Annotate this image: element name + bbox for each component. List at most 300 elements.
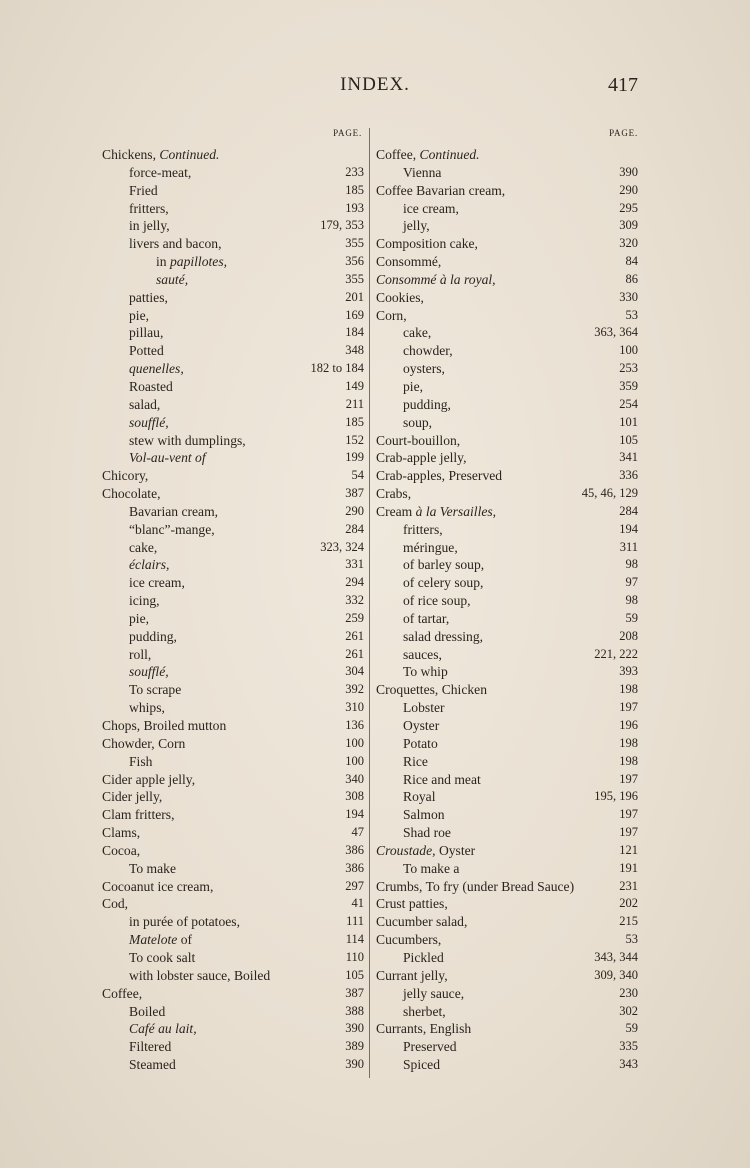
entry-term: méringue, — [403, 539, 458, 555]
entry-term: chowder, — [403, 343, 453, 359]
entry-term: jelly, — [403, 218, 430, 234]
entry-page-number: 110 — [345, 949, 364, 964]
entry-term: Boiled — [129, 1003, 166, 1019]
entry-text — [129, 539, 157, 557]
entry-page-number: 388 — [345, 1003, 364, 1018]
entry-page-number: 355 — [345, 236, 364, 251]
entry-text — [403, 699, 445, 717]
index-entry — [376, 1003, 638, 1021]
entry-text — [403, 1038, 457, 1056]
entry-term: patties, — [129, 289, 168, 305]
index-entry — [376, 878, 638, 896]
entry-term: Salmon — [403, 807, 445, 823]
entry-term: Filtered — [129, 1039, 172, 1055]
index-entry — [376, 396, 638, 414]
entry-text — [376, 931, 441, 949]
entry-page-number: 185 — [345, 414, 364, 429]
entry-text — [129, 949, 195, 967]
index-entry — [102, 788, 364, 806]
entry-page-number: 336 — [619, 468, 638, 483]
entry-term: Steamed — [129, 1057, 176, 1073]
index-entry — [102, 610, 364, 628]
index-entry — [376, 485, 638, 503]
index-entry — [376, 146, 638, 164]
index-entry — [376, 860, 638, 878]
entry-text — [102, 146, 219, 164]
entry-page-number: 387 — [345, 486, 364, 501]
entry-page-number: 253 — [619, 361, 638, 376]
index-entry — [376, 592, 638, 610]
entry-page-number: 302 — [619, 1003, 638, 1018]
entry-term: ice cream, — [129, 575, 185, 591]
entry-text — [129, 1038, 171, 1056]
entry-term: cake, — [403, 325, 432, 341]
index-entry — [102, 878, 364, 896]
entry-term-italic: Continued. — [159, 147, 220, 162]
entry-page-number: 202 — [619, 896, 638, 911]
entry-page-number: 309, 340 — [594, 967, 638, 982]
entry-term: stew with dumplings, — [129, 432, 246, 448]
entry-page-number: 343, 344 — [594, 949, 638, 964]
entry-term: pillau, — [129, 325, 164, 341]
entry-text — [376, 681, 487, 699]
entry-page-number: 290 — [619, 182, 638, 197]
entry-text — [376, 895, 448, 913]
entry-text — [129, 289, 168, 307]
entry-term: Court-bouillon, — [376, 432, 461, 448]
entry-page-number: 323, 324 — [320, 539, 364, 554]
entry-text — [403, 342, 453, 360]
entry-text — [129, 628, 177, 646]
entry-page-number: 386 — [345, 842, 364, 857]
index-entry — [376, 895, 638, 913]
entry-text — [129, 1056, 176, 1074]
index-entry — [102, 717, 364, 735]
entry-text — [102, 771, 195, 789]
entry-page-number: 295 — [619, 200, 638, 215]
entry-page-number: 136 — [345, 718, 364, 732]
entry-page-number: 101 — [619, 414, 638, 429]
column-divider — [369, 128, 370, 1078]
index-entry — [102, 663, 364, 681]
entry-text — [403, 539, 458, 557]
entry-page-number: 261 — [345, 628, 364, 643]
entry-page-number: 84 — [625, 254, 638, 269]
entry-text — [129, 860, 176, 878]
entry-page-number: 195, 196 — [594, 789, 638, 804]
entry-text — [376, 449, 466, 467]
entry-term: Oyster — [403, 718, 440, 733]
entry-page-number: 359 — [619, 378, 638, 393]
entry-term: sherbet, — [403, 1003, 446, 1019]
index-entry — [376, 628, 638, 646]
entry-term: force-meat, — [129, 164, 192, 180]
entry-page-number: 331 — [345, 557, 364, 572]
index-entry — [376, 342, 638, 360]
index-entry — [376, 235, 638, 253]
entry-term: Consommé, — [376, 254, 442, 270]
entry-page-number: 387 — [345, 985, 364, 1000]
index-entry — [102, 253, 364, 271]
index-entry — [102, 967, 364, 985]
entry-page-number: 182 to 184 — [310, 361, 364, 376]
entry-term: Preserved — [403, 1039, 457, 1055]
entry-page-number: 197 — [619, 807, 638, 822]
index-entry — [102, 217, 364, 235]
index-entry — [376, 985, 638, 1003]
entry-text — [403, 610, 449, 628]
index-entry — [102, 681, 364, 699]
entry-text — [129, 217, 170, 235]
entry-page-number: 197 — [619, 825, 638, 840]
entry-term: sauces, — [403, 646, 442, 662]
entry-term: Chicory, — [102, 468, 149, 484]
entry-page-number: 194 — [619, 521, 638, 536]
entry-text — [129, 235, 221, 253]
entry-page-number: 198 — [619, 753, 638, 768]
entry-page-number: 45, 46, 129 — [581, 486, 638, 501]
index-entry — [376, 556, 638, 574]
entry-term: roll, — [129, 646, 152, 662]
entry-text — [403, 360, 445, 378]
entry-page-number: 392 — [345, 682, 364, 697]
index-entry — [376, 967, 638, 985]
entry-text — [376, 235, 478, 253]
index-entry — [102, 699, 364, 717]
entry-term: Rice — [403, 753, 428, 769]
entry-text — [129, 503, 218, 521]
entry-text — [102, 842, 140, 860]
index-entry — [102, 556, 364, 574]
index-entry — [376, 200, 638, 218]
entry-text — [129, 521, 215, 539]
index-entry — [376, 1038, 638, 1056]
entry-term: of barley soup, — [403, 557, 485, 573]
page-title: INDEX. — [340, 74, 410, 95]
entry-page-number: 196 — [619, 718, 638, 732]
entry-text — [376, 307, 407, 325]
entry-text — [129, 414, 169, 432]
index-entry — [102, 432, 364, 450]
entry-page-number: 290 — [345, 503, 364, 518]
entry-page-number: 98 — [625, 593, 638, 608]
index-entry — [376, 699, 638, 717]
entry-text — [403, 824, 451, 842]
index-entry — [376, 414, 638, 432]
entry-page-number: 111 — [346, 914, 364, 929]
index-entry — [376, 646, 638, 664]
entry-term: Chowder, Corn — [102, 735, 186, 751]
entry-text — [156, 271, 188, 289]
entry-term: To scrape — [129, 682, 182, 698]
entry-text — [102, 824, 140, 842]
index-entry — [102, 521, 364, 539]
entry-text — [403, 378, 423, 396]
left-column-heading: PAGE. — [333, 128, 362, 138]
entry-text — [102, 985, 142, 1003]
entry-text — [129, 967, 270, 985]
entry-page-number: 304 — [345, 664, 364, 679]
entry-page-number: 343 — [619, 1057, 638, 1072]
entry-term: in — [156, 254, 170, 270]
entry-term: Cream — [376, 503, 416, 519]
index-entry — [102, 771, 364, 789]
index-entry — [376, 574, 638, 592]
entry-page-number: 199 — [345, 450, 364, 465]
entry-page-number: 284 — [345, 521, 364, 536]
entry-text — [129, 164, 191, 182]
index-entry — [376, 824, 638, 842]
index-entry — [102, 824, 364, 842]
entry-term: Coffee Bavarian cream, — [376, 182, 506, 198]
entry-text — [403, 949, 444, 967]
entry-text — [102, 788, 162, 806]
index-entry — [376, 539, 638, 557]
index-entry — [102, 806, 364, 824]
index-entry — [102, 735, 364, 753]
entry-term: of rice soup, — [403, 593, 471, 609]
entry-term: Coffee, — [376, 147, 420, 162]
index-entry — [376, 610, 638, 628]
entry-text — [403, 396, 451, 414]
index-entry — [102, 396, 364, 414]
entry-term: soup, — [403, 414, 433, 430]
index-entry — [102, 503, 364, 521]
entry-term-italic: Café au lait, — [129, 1021, 197, 1037]
entry-term: Crumbs, To fry (under Bread Sauce) — [376, 878, 575, 894]
index-entry — [102, 574, 364, 592]
entry-page-number: 114 — [345, 932, 364, 947]
entry-page-number: 198 — [619, 682, 638, 697]
index-entry — [102, 360, 364, 378]
entry-page-number: 386 — [345, 860, 364, 875]
entry-text — [129, 931, 192, 949]
entry-term: Cookies, — [376, 289, 424, 305]
entry-page-number: 105 — [619, 432, 638, 447]
index-entry — [102, 1003, 364, 1021]
index-entry — [102, 1038, 364, 1056]
entry-term-italic: Matelote — [129, 932, 178, 948]
entry-page-number: 53 — [625, 932, 638, 947]
entry-term-italic: papillotes, — [169, 254, 228, 270]
index-entry — [376, 253, 638, 271]
entry-text — [129, 378, 173, 396]
entry-term: To make — [129, 860, 176, 876]
entry-text — [376, 485, 411, 503]
entry-text — [403, 1003, 446, 1021]
entry-text — [403, 217, 430, 235]
index-entry — [102, 485, 364, 503]
index-entry — [102, 949, 364, 967]
entry-page-number: 121 — [619, 842, 638, 857]
entry-term-italic: Croustade, — [376, 842, 436, 858]
entry-term: pie, — [403, 378, 424, 394]
right-column-heading: PAGE. — [609, 128, 638, 138]
entry-text — [403, 717, 439, 735]
entry-term: Crabs, — [376, 486, 412, 502]
entry-text — [102, 878, 213, 896]
entry-page-number: 310 — [345, 700, 364, 715]
entry-text — [376, 878, 574, 896]
index-entry — [376, 753, 638, 771]
entry-text — [129, 324, 163, 342]
entry-term: Pickled — [403, 949, 444, 965]
entry-term-italic: soufflé, — [129, 414, 169, 430]
index-entry — [102, 378, 364, 396]
entry-page-number: 105 — [345, 967, 364, 982]
index-entry — [102, 753, 364, 771]
entry-text — [102, 485, 161, 503]
index-entry — [102, 860, 364, 878]
entry-term: Rice and meat — [403, 771, 481, 787]
entry-page-number: 211 — [345, 396, 364, 411]
entry-term: salad, — [129, 396, 161, 412]
entry-text — [102, 735, 185, 753]
entry-text — [376, 271, 496, 289]
index-entry — [376, 307, 638, 325]
entry-text — [129, 396, 160, 414]
entry-term-italic: Continued. — [419, 147, 480, 162]
entry-term: Currant jelly, — [376, 967, 448, 983]
entry-page-number: 294 — [345, 575, 364, 590]
entry-page-number: 185 — [345, 182, 364, 197]
entry-text — [129, 592, 160, 610]
entry-page-number: 230 — [619, 985, 638, 1000]
entry-text — [403, 592, 471, 610]
entry-text — [403, 663, 448, 681]
entry-text — [129, 342, 164, 360]
index-entry — [102, 182, 364, 200]
index-entry — [376, 449, 638, 467]
entry-page-number: 233 — [345, 164, 364, 179]
entry-text — [403, 164, 441, 182]
entry-page-number: 97 — [625, 575, 638, 590]
index-entry — [376, 467, 638, 485]
entry-text — [376, 842, 475, 860]
entry-page-number: 53 — [625, 307, 638, 322]
entry-text — [376, 1020, 471, 1038]
entry-term: fritters, — [403, 521, 443, 537]
entry-term: Composition cake, — [376, 236, 478, 252]
index-entry — [376, 931, 638, 949]
page-number: 417 — [608, 74, 638, 96]
entry-page-number: 100 — [619, 343, 638, 358]
entry-page-number: 356 — [345, 254, 364, 269]
entry-page-number: 54 — [351, 468, 364, 483]
index-entry — [102, 842, 364, 860]
entry-term: Chocolate, — [102, 486, 161, 502]
entry-term: Cucumbers, — [376, 932, 442, 948]
entry-term-italic: sauté, — [156, 271, 189, 287]
entry-page-number: 197 — [619, 771, 638, 786]
index-entry — [102, 895, 364, 913]
index-entry — [102, 271, 364, 289]
entry-page-number: 149 — [345, 378, 364, 393]
index-entry — [376, 164, 638, 182]
entry-text — [376, 967, 448, 985]
entry-page-number: 208 — [619, 628, 638, 643]
entry-text — [403, 556, 484, 574]
entry-term: ice cream, — [403, 200, 459, 216]
index-entry — [376, 503, 638, 521]
entry-page-number: 197 — [619, 700, 638, 715]
entry-term: in purée of potatoes, — [129, 914, 240, 930]
entry-text — [129, 574, 185, 592]
entry-term: Croquettes, Chicken — [376, 682, 487, 698]
entry-term: Corn, — [376, 307, 407, 323]
entry-term: Crust patties, — [376, 896, 448, 912]
entry-page-number: 348 — [345, 343, 364, 358]
right-index-column — [376, 146, 638, 1074]
entry-page-number: 393 — [619, 664, 638, 679]
index-entry — [376, 771, 638, 789]
index-entry — [102, 289, 364, 307]
entry-term: Cod, — [102, 896, 129, 912]
entry-term: “blanc”-mange, — [129, 521, 215, 537]
entry-term: Royal — [403, 789, 436, 805]
entry-page-number: 320 — [619, 236, 638, 251]
entry-text — [102, 895, 128, 913]
entry-term: Fried — [129, 182, 158, 198]
entry-page-number: 309 — [619, 218, 638, 233]
index-entry — [376, 182, 638, 200]
entry-term-italic: éclairs, — [129, 557, 170, 573]
entry-text — [403, 574, 483, 592]
entry-page-number: 355 — [345, 271, 364, 286]
entry-text — [129, 307, 149, 325]
entry-term: To cook salt — [129, 949, 196, 965]
entry-term: Chickens, — [102, 147, 160, 162]
entry-page-number: 184 — [345, 325, 364, 340]
entry-text — [403, 806, 445, 824]
entry-page-number: 59 — [625, 1021, 638, 1036]
entry-page-number: 179, 353 — [320, 218, 364, 233]
entry-text — [129, 913, 240, 931]
entry-term: Cocoa, — [102, 842, 141, 858]
entry-text — [129, 1020, 197, 1038]
entry-page-number: 231 — [619, 878, 638, 893]
entry-page-number: 311 — [619, 539, 638, 554]
entry-page-number: 259 — [345, 610, 364, 625]
entry-text — [129, 610, 149, 628]
entry-term: whips, — [129, 700, 165, 716]
entry-page-number: 86 — [625, 271, 638, 286]
left-index-column — [102, 146, 364, 1074]
entry-text — [129, 449, 206, 467]
entry-text — [129, 200, 169, 218]
entry-term-italic: quenelles, — [129, 361, 184, 377]
entry-text — [376, 432, 460, 450]
entry-text — [129, 182, 158, 200]
index-entry — [102, 449, 364, 467]
entry-text — [129, 1003, 165, 1021]
entry-text — [129, 556, 169, 574]
index-entry — [102, 164, 364, 182]
entry-term: Clam fritters, — [102, 807, 175, 823]
entry-text — [376, 503, 496, 521]
entry-page-number: 284 — [619, 503, 638, 518]
entry-term: fritters, — [129, 200, 169, 216]
entry-page-number: 390 — [619, 164, 638, 179]
entry-term: in jelly, — [129, 218, 170, 234]
index-entry — [376, 788, 638, 806]
index-entry — [102, 307, 364, 325]
entry-term: Shad roe — [403, 825, 451, 841]
entry-text — [403, 753, 428, 771]
entry-term: pie, — [129, 307, 150, 323]
index-entry — [102, 931, 364, 949]
entry-term-italic: soufflé, — [129, 664, 169, 680]
